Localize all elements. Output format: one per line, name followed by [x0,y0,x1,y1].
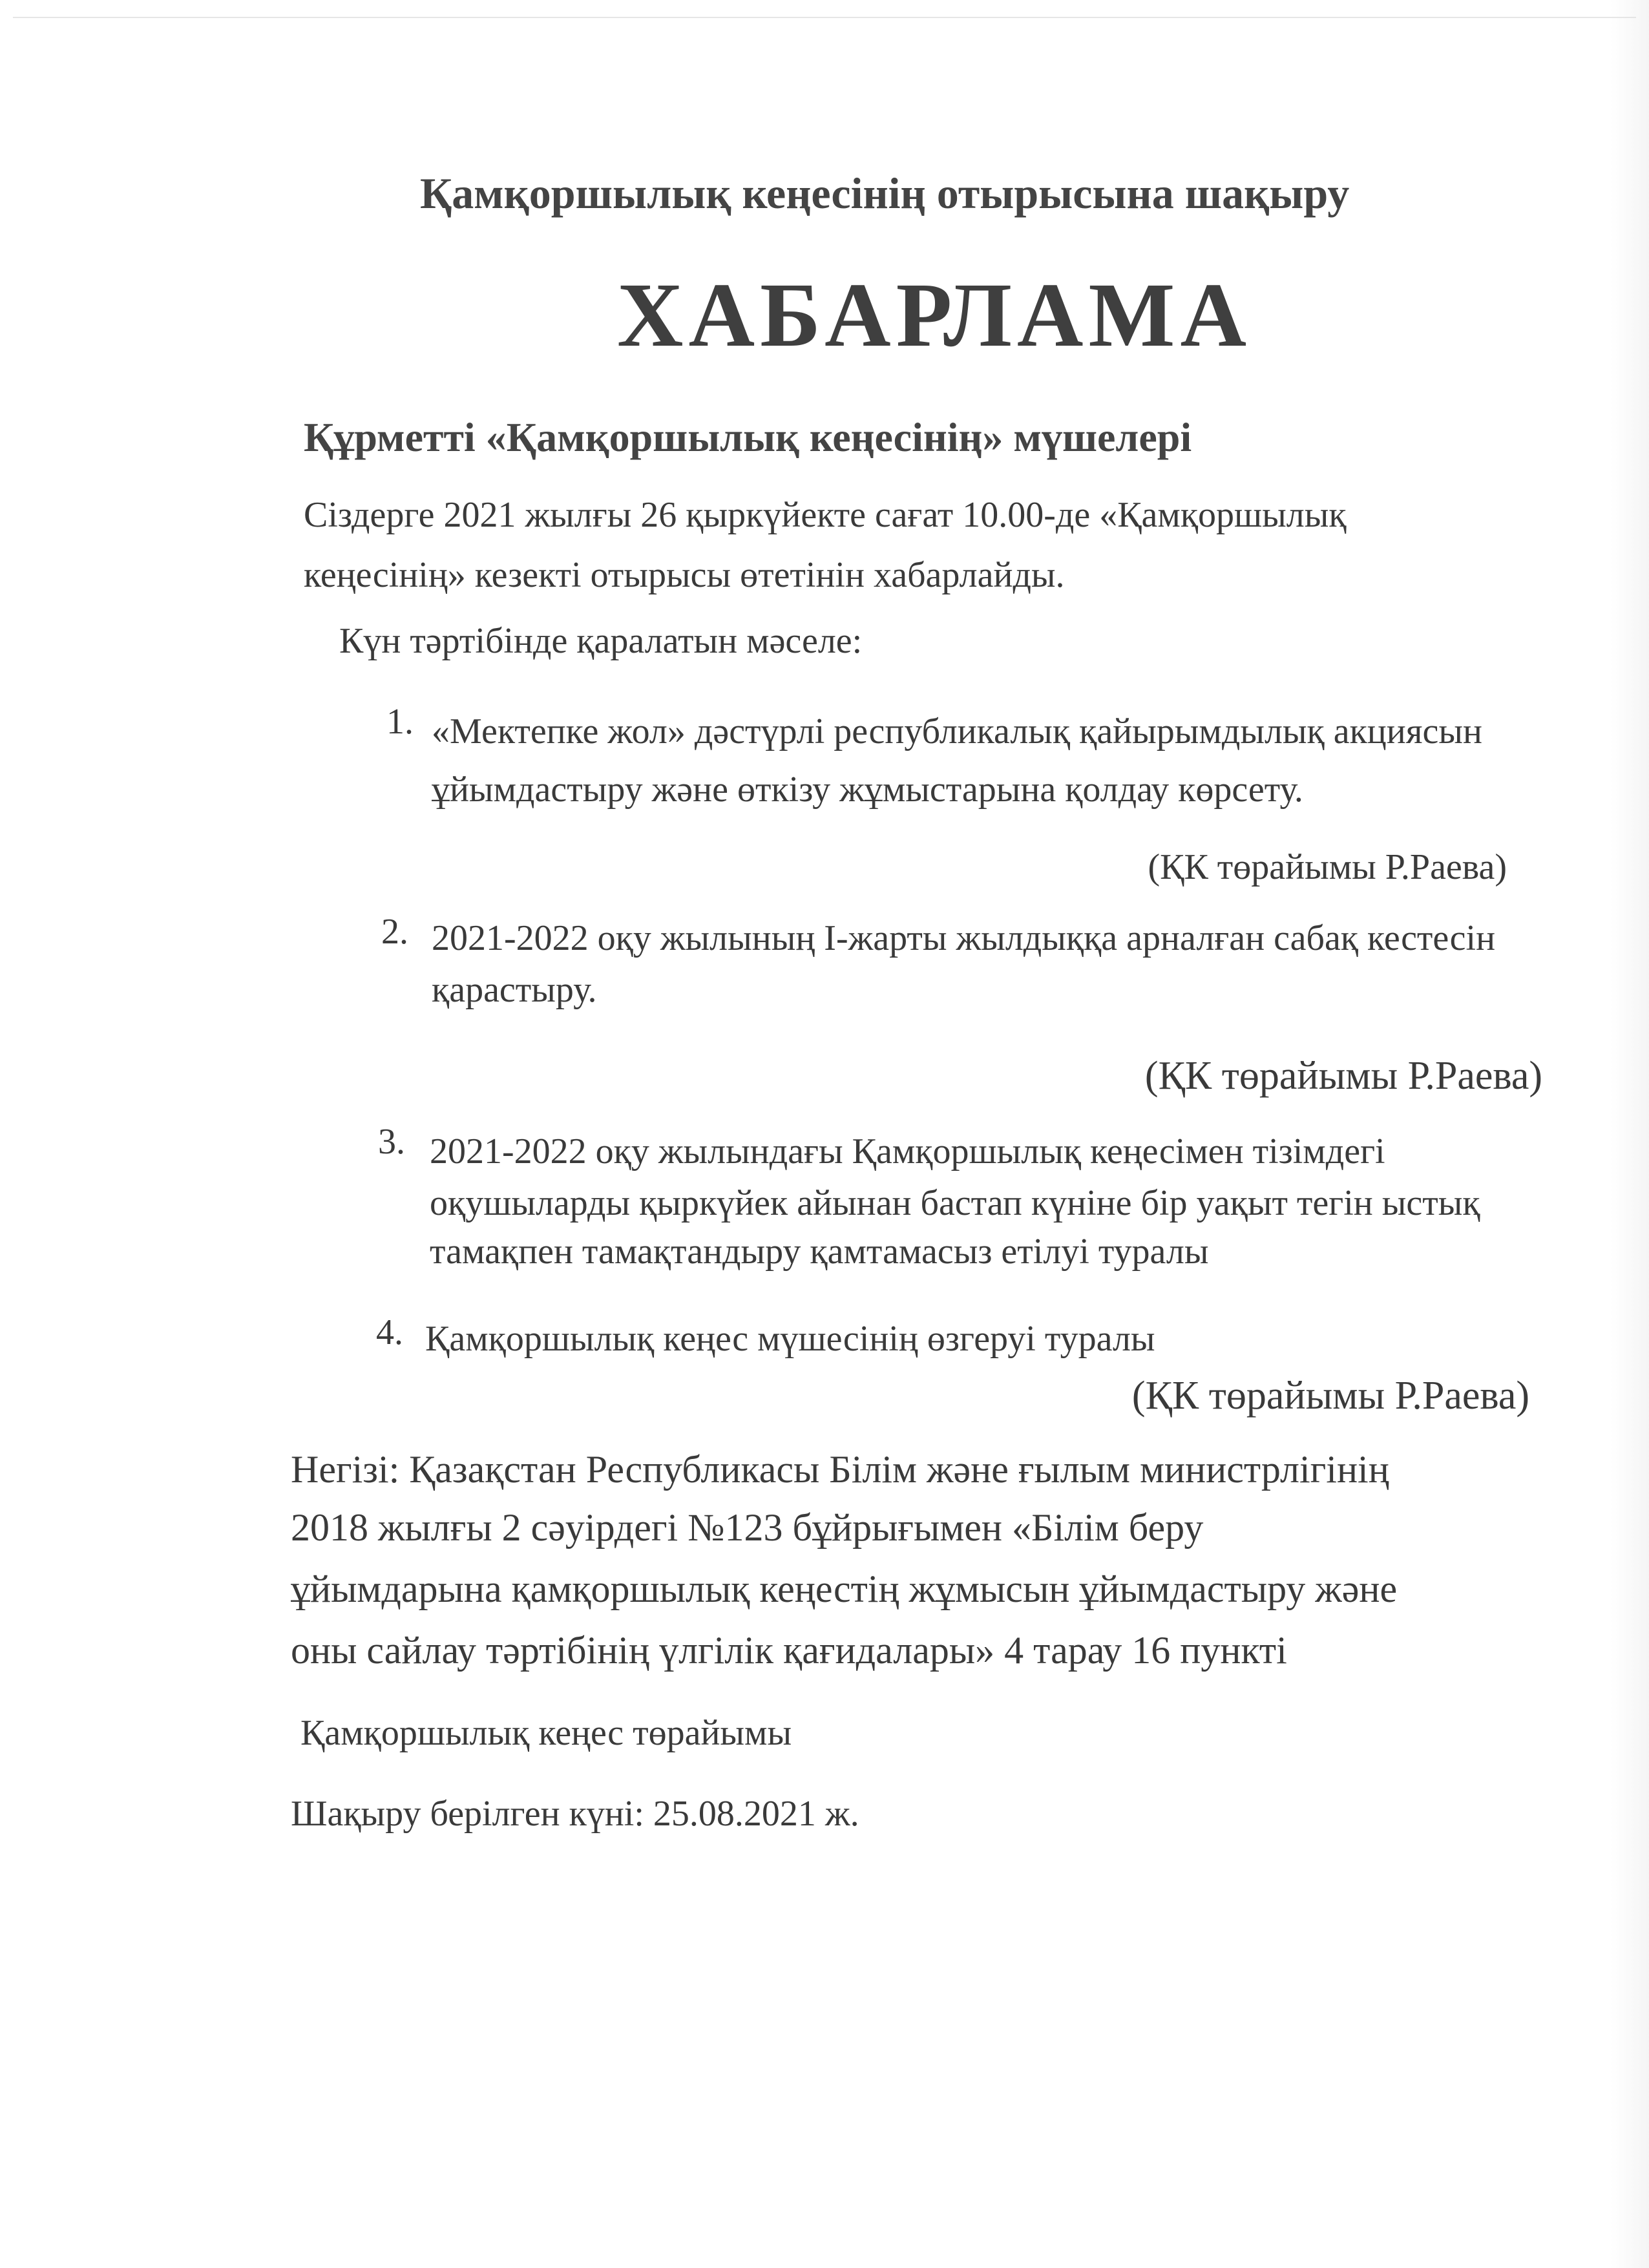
agenda-heading: Күн тәртібінде қаралатын мәселе: [339,621,863,661]
basis-line: Негізі: Қазақстан Республикасы Білім және ғылым министрлігінің [291,1448,1389,1491]
agenda-item-text: қарастыру. [432,970,597,1010]
agenda-item-text: Қамқоршылық кеңес мүшесінің өзгеруі туралы [425,1319,1155,1359]
document-title: ХАБАРЛАМА [617,264,1252,366]
scan-top-edge [13,17,1636,18]
agenda-item-responsible: (ҚК төрайымы Р.Раева) [1144,1054,1542,1098]
chair-signature-line: Қамқоршылық кеңес төрайымы [300,1713,792,1753]
agenda-item-number: 2. [381,912,408,952]
agenda-item-number: 1. [386,702,414,742]
basis-line: 2018 жылғы 2 сәуірдегі №123 бұйрығымен «Білім беру [291,1506,1204,1549]
agenda-item-number: 3. [378,1122,405,1162]
issue-date: Шақыру берілген күні: 25.08.2021 ж. [291,1794,859,1834]
agenda-item-text: оқушыларды қыркүйек айынан бастап күніне бір уақыт тегін ыстық [430,1183,1480,1223]
intro-line: кеңесінің» кезекті отырысы өтетінін хабарлайды. [304,555,1065,595]
intro-line: Сіздерге 2021 жылғы 26 қыркүйекте сағат 10.00-де «Қамқоршылық [304,495,1347,535]
agenda-item-text: 2021-2022 оқу жылындағы Қамқоршылық кеңесімен тізімдегі [430,1131,1385,1171]
document-subtitle: Қамқоршылық кеңесінің отырысына шақыру [420,169,1350,218]
greeting: Құрметті «Қамқоршылық кеңесінің» мүшелері [304,414,1192,460]
agenda-item-text: 2021-2022 оқу жылының І-жарты жылдыққа арналған сабақ кестесін [432,918,1496,958]
basis-line: ұйымдарына қамқоршылық кеңестің жұмысын ұйымдастыру және [291,1568,1398,1610]
agenda-item-responsible: (ҚК төрайымы Р.Раева) [1148,847,1507,887]
scan-right-edge [1610,0,1649,2268]
agenda-item-responsible: (ҚК төрайымы Р.Раева) [1131,1374,1529,1418]
agenda-item-text: тамақпен тамақтандыру қамтамасыз етілуі туралы [430,1232,1209,1272]
agenda-item-text: «Мектепке жол» дәстүрлі республикалық қайырымдылық акциясын [432,711,1482,751]
agenda-item-text: ұйымдастыру және өткізу жұмыстарына қолдау көрсету. [432,770,1303,810]
basis-line: оны сайлау тәртібінің үлгілік қағидалары» 4 тарау 16 пункті [291,1629,1287,1672]
agenda-item-number: 4. [376,1312,403,1352]
